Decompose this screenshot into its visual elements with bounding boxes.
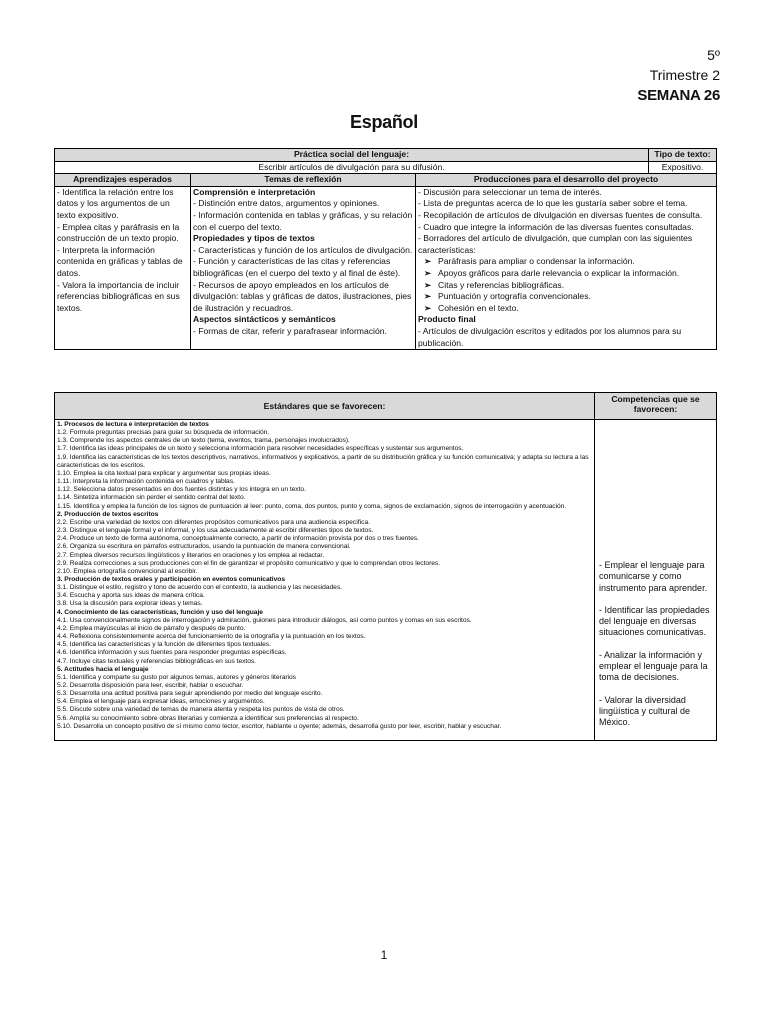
standard-item: 1.15. Identifica y emplea la función de los signos de puntuación al leer: punto, coma, dos puntos, punto y coma, signos de exclamación, signos de interrogación y acentuación.	[57, 502, 567, 510]
produccion-item: - Borradores del artículo de divulgación, que cumplan con las siguientes características:	[418, 233, 693, 255]
aprendizaje-item: - Emplea citas y paráfrasis en la construcción de un texto propio.	[57, 221, 180, 244]
arrow-bullet-icon: ➢	[424, 291, 432, 302]
competencia-item: - Analizar la información y emplear el lenguaje para la toma de decisiones.	[599, 649, 708, 683]
producciones-cell	[416, 186, 717, 349]
subject-title: Español	[350, 112, 418, 132]
standard-item: 2.3. Distingue el lenguaje formal y el informal, y los usa adecuadamente al escribir diferentes tipos de textos.	[57, 527, 374, 535]
standard-item: 1.11. Interpreta la información contenida en cuadros y tablas.	[57, 478, 235, 486]
produccion-item: - Lista de preguntas acerca de lo que les gustaría saber sobre el tema.	[418, 198, 688, 209]
produccion-bullet: ➢ Paráfrasis para ampliar o condensar la información.	[424, 256, 635, 267]
arrow-bullet-icon: ➢	[424, 267, 432, 278]
standard-item: 1.10. Emplea la cita textual para explicar y argumentar sus propias ideas.	[57, 469, 271, 477]
standard-heading: 3. Producción de textos orales y participación en eventos comunicativos	[57, 575, 285, 583]
tema-item: - Distinción entre datos, argumentos y opiniones.	[193, 198, 380, 209]
produccion-item: - Recopilación de artículos de divulgación en diversas fuentes de consulta.	[418, 209, 703, 220]
tema-item: - Función y características de las citas y referencias bibliográficas (en el cuerpo del texto y al final de éste).	[193, 256, 401, 278]
standard-item: 1.12. Selecciona datos presentados en dos fuentes distintas y los integra en un texto.	[57, 486, 306, 494]
standard-item: 5.1. Identifica y comparte su gusto por algunos temas, autores y géneros literarios	[57, 673, 296, 681]
standard-item: 1.3. Comprende los aspectos centrales de un texto (tema, eventos, trama, personajes involucrados).	[57, 437, 350, 445]
standard-item: 5.6. Amplía su conocimiento sobre obras literarias y comienza a identificar sus preferencias al respecto.	[57, 714, 359, 722]
competencia-item: - Valorar la diversidad lingüística y cultural de México.	[599, 694, 691, 728]
standards-list	[55, 420, 595, 741]
produccion-item: - Cuadro que integre la información de las diversas fuentes consultadas.	[418, 221, 694, 232]
aprendizajes-cell	[55, 186, 191, 349]
tema-heading: Propiedades y tipos de textos	[193, 233, 315, 244]
standard-item: 5.10. Desarrolla un concepto positivo de sí mismo como lector, escritor, hablante u oyente; además, desarrolla gusto por leer, escribir, hablar y escuchar.	[57, 722, 502, 730]
col-aprendizajes-header: Aprendizajes esperados	[55, 174, 191, 187]
standard-item: 2.7. Emplea diversos recursos lingüísticos y literarios en oraciones y los emplea al redactar.	[57, 551, 325, 559]
standard-item: 2.2. Escribe una variedad de textos con diferentes propósitos comunicativos para una audiencia específica.	[57, 518, 370, 526]
standard-item: 3.8. Usa la discusión para explorar ideas y temas.	[57, 600, 203, 608]
standard-item: 4.7. Incluye citas textuales y referencias bibliográficas en sus textos.	[57, 657, 256, 665]
col-producciones-header: Producciones para el desarrollo del proyecto	[416, 174, 717, 187]
standard-item: 5.2. Desarrolla disposición para leer, escribir, hablar o escuchar.	[57, 682, 244, 689]
standard-heading: 5. Actitudes hacia el lenguaje	[57, 665, 149, 673]
standard-item: 2.9. Realiza correcciones a sus producciones con el fin de garantizar el propósito comunicativo y que lo comprendan otros lectores.	[57, 559, 441, 567]
competencias-header: Competencias que se favorecen:	[595, 393, 717, 420]
standard-item: 4.5. Identifica las características y la función de diferentes tipos textuales.	[57, 641, 271, 649]
competencias-cell	[595, 420, 717, 741]
week-label: SEMANA 26	[637, 87, 720, 104]
standard-item: 1.9. Identifica las características de los textos descriptivos, narrativos, informativos y explicativos, a partir de su distribución gráfica y su función comunicativa; y adapta su lectura a las características de los escritos.	[57, 453, 589, 469]
standard-item: 4.2. Emplea mayúsculas al inicio de párrafo y después de punto.	[57, 624, 246, 632]
produccion-bullet: ➢ Citas y referencias bibliográficas.	[424, 279, 565, 290]
aprendizaje-item: - Identifica la relación entre los datos y los argumentos de un texto expositivo.	[57, 186, 174, 220]
arrow-bullet-icon: ➢	[424, 279, 432, 290]
standard-item: 2.10. Emplea ortografía convencional al escribir.	[57, 567, 198, 575]
arrow-bullet-icon: ➢	[424, 302, 432, 313]
producto-final-text: - Artículos de divulgación escritos y editados por los alumnos para su publicación.	[418, 325, 682, 348]
standard-item: 1.7. Identifica las ideas principales de un texto y selecciona información para resolver necesidades específicas y sustentar sus argumentos.	[57, 445, 464, 453]
standard-heading: 2. Producción de textos escritos	[57, 510, 159, 518]
arrow-bullet-icon: ➢	[424, 256, 432, 267]
tema-heading: Comprensión e interpretación	[193, 186, 316, 197]
planning-table	[54, 148, 717, 350]
tema-item: - Información contenida en tablas y gráficas, y su relación con el cuerpo del texto.	[193, 209, 413, 232]
trimester-label: Trimestre 2	[649, 67, 720, 83]
tipo-label: Tipo de texto:	[649, 149, 717, 162]
standard-item: 2.6. Organiza su escritura en párrafos estructurados, usando la puntuación de manera convencional.	[57, 543, 351, 551]
standard-item: 5.3. Desarrolla una actitud positiva para seguir aprendiendo por medio del lenguaje escrito.	[57, 690, 323, 698]
standard-item: 1.14. Sintetiza información sin perder el sentido central del texto.	[57, 494, 246, 502]
standards-table	[54, 392, 717, 741]
standard-heading: 1. Procesos de lectura e interpretación de textos	[57, 421, 209, 428]
tema-item: - Formas de citar, referir y parafrasear información.	[193, 325, 387, 336]
standard-item: 3.4. Escucha y aporta sus ideas de manera crítica.	[57, 592, 205, 600]
standards-header: Estándares que se favorecen:	[55, 393, 595, 420]
producto-final-label: Producto final	[418, 314, 476, 325]
produccion-item: - Discusión para seleccionar un tema de interés.	[418, 186, 602, 197]
page-number: 1	[380, 948, 388, 962]
practica-label: Práctica social del lenguaje:	[55, 149, 649, 162]
standard-item: 2.4. Produce un texto de forma autónoma, conceptualmente correcto, a partir de información provista por dos o tres fuentes.	[57, 535, 419, 543]
standard-item: 4.6. Identifica información y sus fuentes para responder preguntas específicas.	[57, 649, 287, 657]
standard-item: 5.4. Emplea el lenguaje para expresar ideas, emociones y argumentos.	[57, 698, 265, 706]
standard-item: 1.2. Formula preguntas precisas para guiar su búsqueda de información.	[57, 429, 270, 437]
competencia-item: - Emplear el lenguaje para comunicarse y como instrumento para aprender.	[599, 560, 708, 593]
produccion-bullet: ➢ Cohesión en el texto.	[424, 302, 519, 313]
standard-item: 3.1. Distingue el estilo, registro y tono de acuerdo con el contexto, la audiencia y las necesidades.	[57, 584, 342, 592]
standard-item: 4.4. Reflexiona consistentemente acerca del funcionamiento de la ortografía y la puntuación en los textos.	[57, 633, 366, 641]
tema-heading: Aspectos sintácticos y semánticos	[193, 314, 336, 325]
produccion-bullet: ➢ Apoyos gráficos para darle relevancia o explicar la información.	[424, 267, 680, 278]
standard-heading: 4. Conocimiento de las características, función y uso del lenguaje	[57, 608, 263, 616]
grade-label: 5º	[707, 47, 720, 63]
aprendizaje-item: - Interpreta la información contenida en gráficas y tablas de datos.	[57, 244, 183, 278]
competencia-item: - Identificar las propiedades del lenguaje en diversas situaciones comunicativas.	[599, 604, 710, 638]
produccion-bullet: ➢ Puntuación y ortografía convencionales.	[424, 291, 591, 302]
col-temas-header: Temas de reflexión	[191, 174, 416, 187]
tema-item: - Recursos de apoyo empleados en los artículos de divulgación: tablas y gráficas de datos, ilustraciones, pies de ilustración y recuadros.	[193, 279, 412, 313]
tema-item: - Características y función de los artículos de divulgación.	[193, 244, 413, 255]
standard-item: 5.5. Discute sobre una variedad de temas de manera atenta y respeta los puntos de vista de otros.	[57, 706, 345, 714]
tipo-value: Expositivo.	[649, 161, 717, 174]
aprendizaje-item: - Valora la importancia de incluir referencias bibliográficas en sus textos.	[57, 279, 180, 313]
practica-value: Escribir artículos de divulgación para su difusión.	[55, 161, 649, 174]
standard-item: 4.1. Usa convencionalmente signos de interrogación y admiración, guiones para introducir diálogos, así como puntos y comas en sus escritos.	[57, 616, 472, 624]
temas-cell	[191, 186, 416, 349]
